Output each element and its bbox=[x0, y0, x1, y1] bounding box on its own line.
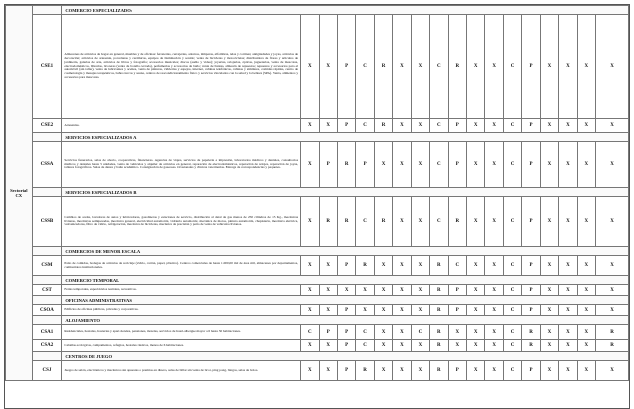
compatibility-mark: R bbox=[448, 197, 466, 247]
compatibility-mark: X bbox=[559, 361, 577, 381]
compatibility-mark: X bbox=[540, 256, 558, 276]
use-description: Edificios de oficinas públicas, privadas y corporativas. bbox=[62, 305, 301, 316]
compatibility-mark: X bbox=[577, 256, 595, 276]
compatibility-mark: P bbox=[337, 325, 355, 340]
compatibility-mark: C bbox=[430, 142, 448, 188]
compatibility-mark: X bbox=[540, 197, 558, 247]
compatibility-mark: R bbox=[430, 340, 448, 352]
compatibility-mark: X bbox=[301, 256, 319, 276]
compatibility-mark: X bbox=[301, 305, 319, 316]
compatibility-mark: X bbox=[393, 285, 411, 296]
compatibility-mark: C bbox=[503, 305, 521, 316]
table-row bbox=[6, 197, 629, 247]
compatibility-mark: X bbox=[301, 119, 319, 133]
compatibility-mark: X bbox=[540, 325, 558, 340]
compatibility-mark: R bbox=[356, 361, 374, 381]
compatibility-mark: X bbox=[485, 305, 503, 316]
compatibility-mark: X bbox=[596, 197, 629, 247]
compatibility-mark: X bbox=[467, 256, 485, 276]
use-description: Patio de comidas, bodegas de artículos de reciclaje (vidrio, cartón, papel, plástico). Centros comerciales de hasta 1.000,00 m2 de área útil, almacenes por departamentos, comisariatos institucionales. bbox=[62, 256, 301, 276]
compatibility-mark: C bbox=[430, 119, 448, 133]
use-description: Cabañas ecológicas, campamentos, refugios, hostales rústicos, menos de 6 habitaciones. bbox=[62, 340, 301, 352]
compatibility-mark: X bbox=[319, 361, 337, 381]
compatibility-mark: P bbox=[522, 285, 540, 296]
compatibility-mark: X bbox=[374, 305, 392, 316]
compatibility-table bbox=[5, 5, 629, 381]
compatibility-mark: C bbox=[503, 15, 521, 119]
compatibility-mark: X bbox=[540, 142, 558, 188]
compatibility-mark: X bbox=[596, 142, 629, 188]
compatibility-mark: X bbox=[540, 361, 558, 381]
group-header-row bbox=[6, 247, 629, 256]
compatibility-mark: X bbox=[319, 340, 337, 352]
compatibility-mark: X bbox=[559, 119, 577, 133]
group-header-row bbox=[6, 316, 629, 325]
table-row bbox=[6, 119, 629, 133]
compatibility-mark: X bbox=[319, 15, 337, 119]
compatibility-mark: X bbox=[596, 256, 629, 276]
compatibility-mark: P bbox=[448, 361, 466, 381]
compatibility-mark: R bbox=[522, 325, 540, 340]
compatibility-mark: X bbox=[485, 142, 503, 188]
compatibility-mark: X bbox=[485, 361, 503, 381]
compatibility-mark: R bbox=[374, 119, 392, 133]
compatibility-mark: X bbox=[301, 142, 319, 188]
compatibility-mark: X bbox=[393, 197, 411, 247]
compatibility-mark: X bbox=[411, 15, 429, 119]
compatibility-mark: P bbox=[522, 119, 540, 133]
compatibility-mark: X bbox=[485, 256, 503, 276]
compatibility-mark: X bbox=[411, 305, 429, 316]
compatibility-mark: X bbox=[356, 285, 374, 296]
compatibility-mark: X bbox=[393, 15, 411, 119]
compatibility-mark: X bbox=[559, 340, 577, 352]
compatibility-mark: C bbox=[503, 256, 521, 276]
compatibility-mark: X bbox=[301, 15, 319, 119]
group-header: OFICINAS ADMINISTRATIVAS bbox=[62, 296, 629, 305]
compatibility-mark: X bbox=[319, 119, 337, 133]
table-row bbox=[6, 285, 629, 296]
table-row bbox=[6, 325, 629, 340]
compatibility-mark: C bbox=[356, 340, 374, 352]
group-header: ALOJAMIENTO bbox=[62, 316, 629, 325]
compatibility-mark: X bbox=[467, 305, 485, 316]
compatibility-mark: X bbox=[467, 325, 485, 340]
compatibility-mark: R bbox=[596, 325, 629, 340]
group-header-row bbox=[6, 188, 629, 197]
compatibility-mark: X bbox=[374, 142, 392, 188]
compatibility-mark: X bbox=[411, 285, 429, 296]
compatibility-mark: R bbox=[319, 197, 337, 247]
compatibility-mark: C bbox=[503, 285, 521, 296]
compatibility-mark: X bbox=[393, 361, 411, 381]
compatibility-mark: X bbox=[411, 361, 429, 381]
compatibility-mark: X bbox=[577, 305, 595, 316]
compatibility-mark: C bbox=[503, 361, 521, 381]
group-header-spacer bbox=[32, 133, 62, 142]
compatibility-mark: C bbox=[448, 256, 466, 276]
compatibility-mark: X bbox=[485, 197, 503, 247]
use-code: CSA2 bbox=[32, 340, 62, 352]
compatibility-mark: X bbox=[596, 305, 629, 316]
compatibility-mark: P bbox=[522, 197, 540, 247]
use-code: CSSB bbox=[32, 197, 62, 247]
compatibility-mark: P bbox=[319, 142, 337, 188]
table-row bbox=[6, 15, 629, 119]
compatibility-mark: X bbox=[467, 361, 485, 381]
compatibility-mark: X bbox=[577, 119, 595, 133]
use-description: Juegos de salón, electrónicos y mecánicos sin apuestas o premios en dinero, salas de billar sin venta de licor, ping pong, bingos, salas de bolos. bbox=[62, 361, 301, 381]
compatibility-mark: P bbox=[337, 119, 355, 133]
compatibility-mark: X bbox=[540, 119, 558, 133]
compatibility-mark: X bbox=[411, 197, 429, 247]
compatibility-mark: C bbox=[503, 142, 521, 188]
compatibility-mark: X bbox=[485, 325, 503, 340]
compatibility-mark: X bbox=[374, 361, 392, 381]
table-row bbox=[6, 305, 629, 316]
compatibility-mark: X bbox=[393, 340, 411, 352]
compatibility-mark: C bbox=[356, 197, 374, 247]
compatibility-mark: X bbox=[485, 15, 503, 119]
compatibility-mark: C bbox=[503, 340, 521, 352]
compatibility-mark: X bbox=[337, 285, 355, 296]
compatibility-mark: X bbox=[301, 285, 319, 296]
compatibility-mark: X bbox=[559, 285, 577, 296]
compatibility-mark: X bbox=[559, 256, 577, 276]
compatibility-mark: X bbox=[540, 15, 558, 119]
compatibility-mark: R bbox=[356, 256, 374, 276]
compatibility-mark: X bbox=[540, 285, 558, 296]
compatibility-mark: X bbox=[356, 305, 374, 316]
table-row bbox=[6, 256, 629, 276]
compatibility-mark: X bbox=[374, 256, 392, 276]
table-row bbox=[6, 142, 629, 188]
compatibility-mark: X bbox=[448, 325, 466, 340]
compatibility-mark: P bbox=[448, 285, 466, 296]
compatibility-mark: X bbox=[411, 256, 429, 276]
compatibility-mark: C bbox=[301, 325, 319, 340]
compatibility-mark: C bbox=[503, 197, 521, 247]
compatibility-mark: C bbox=[503, 119, 521, 133]
compatibility-mark: X bbox=[596, 361, 629, 381]
group-header-spacer bbox=[32, 316, 62, 325]
compatibility-mark: X bbox=[301, 340, 319, 352]
compatibility-mark: C bbox=[356, 15, 374, 119]
use-code: CSOA bbox=[32, 305, 62, 316]
compatibility-mark: P bbox=[448, 142, 466, 188]
compatibility-mark: C bbox=[430, 15, 448, 119]
compatibility-mark: C bbox=[503, 325, 521, 340]
group-header: SERVICIOS ESPECIALIZADOS A bbox=[62, 133, 629, 142]
compatibility-mark: X bbox=[319, 305, 337, 316]
compatibility-mark: X bbox=[319, 256, 337, 276]
compatibility-mark: P bbox=[448, 119, 466, 133]
compatibility-mark: X bbox=[559, 305, 577, 316]
use-code: CSJ bbox=[32, 361, 62, 381]
compatibility-mark: P bbox=[337, 15, 355, 119]
compatibility-mark: X bbox=[448, 340, 466, 352]
compatibility-mark: X bbox=[596, 119, 629, 133]
compatibility-mark: R bbox=[430, 256, 448, 276]
group-header-spacer bbox=[32, 296, 62, 305]
compatibility-mark: C bbox=[356, 325, 374, 340]
use-description: Cambios de aceite, lavadoras de autos y lubricadoras, gasolineras y estaciones de servicio, distribución al detal de gas menos de 250 cilindros de 15 Kg., mecánicas livianas, mecánicas semipesadas, mecánica general, electricidad automotriz, vidriería automotriz, mecánica de motos, pintura automotriz, chapistería, mecánica eléctrica, vulcanizadoras, filtro de vidrio, refrigeración, mecánica de bicicletas, mecánica de precisión y patio de venta de vehículos livianos. bbox=[62, 197, 301, 247]
compatibility-mark: X bbox=[485, 285, 503, 296]
group-header-spacer bbox=[32, 276, 62, 285]
use-code: CSE1 bbox=[32, 15, 62, 119]
compatibility-mark: R bbox=[337, 142, 355, 188]
compatibility-mark: X bbox=[577, 197, 595, 247]
compatibility-mark: X bbox=[596, 15, 629, 119]
compatibility-mark: R bbox=[430, 285, 448, 296]
compatibility-mark: R bbox=[448, 15, 466, 119]
group-header-row bbox=[6, 6, 629, 15]
compatibility-mark: X bbox=[559, 197, 577, 247]
compatibility-mark: P bbox=[319, 325, 337, 340]
compatibility-mark: R bbox=[374, 15, 392, 119]
compatibility-mark: C bbox=[411, 325, 429, 340]
compatibility-mark: X bbox=[467, 15, 485, 119]
group-header-spacer bbox=[32, 188, 62, 197]
compatibility-mark: X bbox=[393, 119, 411, 133]
compatibility-mark: P bbox=[337, 256, 355, 276]
use-code: CST bbox=[32, 285, 62, 296]
compatibility-mark: P bbox=[522, 142, 540, 188]
compatibility-mark: X bbox=[577, 15, 595, 119]
compatibility-mark: X bbox=[467, 119, 485, 133]
compatibility-mark: P bbox=[522, 305, 540, 316]
compatibility-mark: X bbox=[467, 142, 485, 188]
compatibility-mark: X bbox=[301, 361, 319, 381]
compatibility-mark: R bbox=[374, 197, 392, 247]
compatibility-mark: P bbox=[337, 340, 355, 352]
compatibility-mark: X bbox=[577, 361, 595, 381]
compatibility-mark: P bbox=[356, 142, 374, 188]
group-header-row bbox=[6, 276, 629, 285]
use-description: Artesanías. bbox=[62, 119, 301, 133]
compatibility-mark: P bbox=[522, 256, 540, 276]
use-code: CSM bbox=[32, 256, 62, 276]
use-code: CSA1 bbox=[32, 325, 62, 340]
group-header-row bbox=[6, 352, 629, 361]
compatibility-mark: X bbox=[393, 325, 411, 340]
use-description: Ferias temporales, espectáculos teatrales, recreativos. bbox=[62, 285, 301, 296]
compatibility-mark: X bbox=[559, 142, 577, 188]
compatibility-mark: X bbox=[577, 142, 595, 188]
compatibility-mark: R bbox=[430, 325, 448, 340]
compatibility-mark: C bbox=[356, 119, 374, 133]
compatibility-mark: X bbox=[374, 340, 392, 352]
compatibility-mark: X bbox=[577, 340, 595, 352]
group-header: COMERCIO ESPECIALIZADO: bbox=[62, 6, 629, 15]
compatibility-mark: P bbox=[522, 15, 540, 119]
compatibility-mark: R bbox=[522, 340, 540, 352]
group-header-row bbox=[6, 133, 629, 142]
compatibility-mark: X bbox=[485, 340, 503, 352]
group-header-spacer bbox=[32, 247, 62, 256]
compatibility-mark: R bbox=[430, 361, 448, 381]
compatibility-mark: X bbox=[374, 285, 392, 296]
compatibility-mark: X bbox=[559, 15, 577, 119]
compatibility-mark: X bbox=[374, 325, 392, 340]
zoning-use-table bbox=[4, 4, 630, 409]
use-description: Servicios funerarios, salas de aborto, cooperativas, financieras. Agencias de viajes, servicios de papelería e impresión, laboratorios médicos y dentales, consultorios médicos y dentales hasta 5 unidades, venta de vehículos y alquiler de artículos en general, reparación de electrodomésticos, reparación de relojes, reparación de joyas, talleres fotográficos. Salas de danza y baile académico. Consignación de gaseosas. Ocasionales y clínicas veterinarias. Entrega de correspondencias y paquetes. bbox=[62, 142, 301, 188]
compatibility-mark: R bbox=[337, 197, 355, 247]
compatibility-mark: X bbox=[301, 197, 319, 247]
compatibility-mark: X bbox=[485, 119, 503, 133]
compatibility-mark: P bbox=[448, 305, 466, 316]
compatibility-mark: X bbox=[319, 285, 337, 296]
compatibility-mark: X bbox=[577, 325, 595, 340]
group-header: COMERCIOS DE MENOR ESCALA bbox=[62, 247, 629, 256]
compatibility-mark: X bbox=[577, 285, 595, 296]
compatibility-mark: R bbox=[430, 305, 448, 316]
compatibility-mark: X bbox=[411, 142, 429, 188]
compatibility-mark: P bbox=[337, 305, 355, 316]
use-code: CSSA bbox=[32, 142, 62, 188]
group-header: CENTROS DE JUEGO bbox=[62, 352, 629, 361]
compatibility-mark: X bbox=[411, 340, 429, 352]
compatibility-mark: X bbox=[467, 285, 485, 296]
compatibility-mark: X bbox=[596, 285, 629, 296]
use-description: Almacenes de artículos de hogar en general, muebles y de oficinas: ferreterías, cerrajerías, adornos, lámparas, alfombras, telas y cortinas; antigüedades y joyas, artículos de decoración; artículos de artesanía, porcelanas y cerámicas, equipos de iluminación y sonido; venta de bicicletas y motocicletas; distribuidora de flores y artículos de jardinería, galerías de arte, artículos de libros y fotografía; accesorios musicales; discos (audio y video); joyerías, relojerías, ópticas, jugueterías, venta de mascotas, electrodomésticos, librerías, licoreras (venta de botella cerrada), perfumerías y accesorios de baño; venta de llantas, almacén de repuestos; repuestos y accesorios para el automóvil (sin taller), venta de lubricantes y aceites, venta de pinturas, vidrierías y espejos, internet, cabinas telefónicas, cabinas y similares, comidas rápidas, centro de cosmetología y masajes terapéuticos, baños turcos y sauna, centros de reacondicionamiento físico y servicios vinculados con la salud y la belleza (SPA). Venta, alimentos y accesorios para mascotas. bbox=[62, 15, 301, 119]
group-header-row bbox=[6, 296, 629, 305]
use-code: CSE2 bbox=[32, 119, 62, 133]
use-description: Residenciales, hostales, hosterías y apart-hoteles, pensiones, moteles, servicios de hotel-albergue mayor a 6 hasta 30 habitaciones. bbox=[62, 325, 301, 340]
compatibility-mark: X bbox=[467, 340, 485, 352]
compatibility-mark: X bbox=[393, 305, 411, 316]
group-header-spacer bbox=[32, 6, 62, 15]
compatibility-mark: X bbox=[411, 119, 429, 133]
group-header: COMERCIO TEMPORAL bbox=[62, 276, 629, 285]
compatibility-mark: X bbox=[540, 305, 558, 316]
compatibility-mark: X bbox=[467, 197, 485, 247]
compatibility-mark: X bbox=[540, 340, 558, 352]
group-header-spacer bbox=[32, 352, 62, 361]
compatibility-mark: R bbox=[596, 340, 629, 352]
sector-name: Sectorial CX bbox=[6, 6, 33, 381]
table-row bbox=[6, 340, 629, 352]
table-row bbox=[6, 361, 629, 381]
compatibility-mark: P bbox=[522, 361, 540, 381]
compatibility-mark: X bbox=[393, 142, 411, 188]
compatibility-mark: X bbox=[559, 325, 577, 340]
compatibility-mark: X bbox=[393, 256, 411, 276]
compatibility-mark: P bbox=[337, 361, 355, 381]
group-header: SERVICIOS ESPECIALIZADOS B bbox=[62, 188, 629, 197]
compatibility-mark: C bbox=[430, 197, 448, 247]
